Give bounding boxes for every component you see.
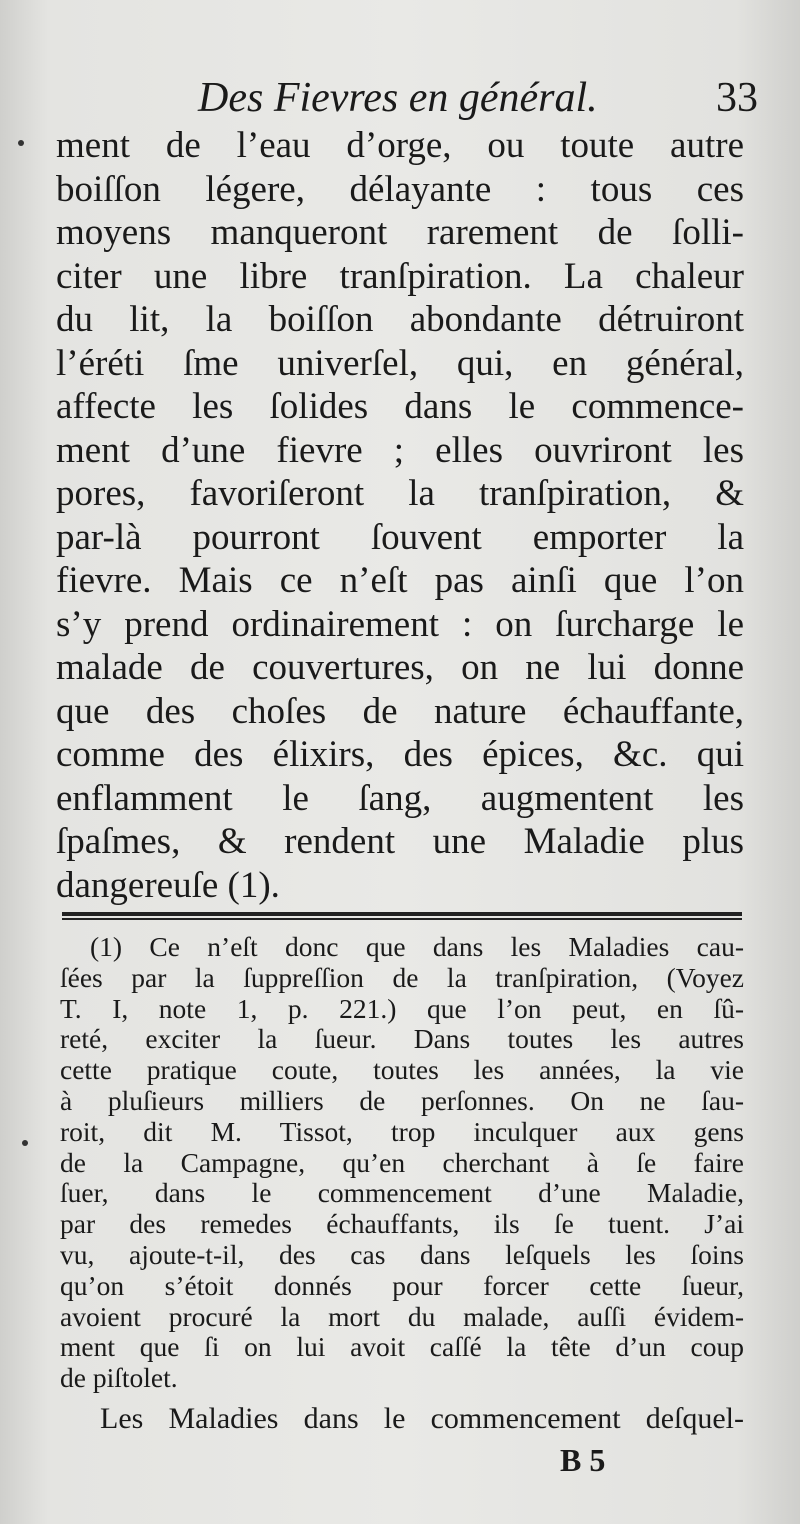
text-line: boiſſon légere, délayante : tous ces xyxy=(56,168,744,210)
footnote xyxy=(60,932,744,1394)
footnote-line: avoient procuré la mort du malade, auſſi évidem- xyxy=(60,1300,744,1332)
text-line: comme des élixirs, des épices, &c. qui xyxy=(56,734,744,775)
text-line: que des choſes de nature échauffante, xyxy=(56,690,744,732)
footnote-line: de la Campagne, qu’en cherchant à ſe faire xyxy=(60,1146,744,1178)
ink-speck xyxy=(18,140,24,146)
footnote-line: qu’on s’étoit donnés pour forcer cette ſueur, xyxy=(60,1269,744,1301)
footnote-line: ſées par la ſuppreſſion de la tranſpiration, (Voyez xyxy=(60,961,744,993)
text-line: ment d’une fievre ; elles ouvriront les xyxy=(56,429,744,471)
text-line: moyens manqueront rarement de ſolli- xyxy=(56,212,744,253)
footnote-line: de piſtolet. xyxy=(60,1362,178,1394)
footnote-line: reté, exciter la ſueur. Dans toutes les autres xyxy=(60,1023,744,1055)
text-line: affecte les ſolides dans le commence- xyxy=(56,386,744,427)
footnote-line: vu, ajoute-t-il, des cas dans leſquels les ſoins xyxy=(60,1238,744,1270)
running-header xyxy=(198,72,758,124)
footnote-line: ment que ſi on lui avoit caſſé la tête d’un coup xyxy=(60,1331,744,1363)
text-line: s’y prend ordinairement : on ſurcharge le xyxy=(56,603,744,645)
text-line: par-là pourront ſouvent emporter la xyxy=(56,516,744,558)
text-line: enflamment le ſang, augmentent les xyxy=(56,777,744,819)
text-line: fievre. Mais ce n’eſt pas ainſi que l’on xyxy=(56,560,744,601)
footnote-line: à pluſieurs milliers de perſonnes. On ne ſau- xyxy=(60,1084,744,1116)
footnote-line: T. I, note 1, p. 221.) que l’on peut, en ſû- xyxy=(60,992,744,1024)
page-number: 33 xyxy=(716,75,758,121)
signature-mark: B 5 xyxy=(560,1442,606,1478)
ink-speck xyxy=(22,1140,28,1146)
running-title: Des Fievres en général. xyxy=(198,75,598,121)
text-line: ſpaſmes, & rendent une Maladie plus xyxy=(56,821,744,862)
footnote-line: cette pratique coute, toutes les années, la vie xyxy=(60,1054,744,1086)
footnote-line: roit, dit M. Tissot, trop inculquer aux gens xyxy=(60,1115,744,1147)
text-line: Les Maladies dans le commencement deſquel- xyxy=(100,1402,744,1435)
text-line: malade de couvertures, on ne lui donne xyxy=(56,647,744,688)
main-text xyxy=(56,124,744,907)
footnote-line: (1) Ce n’eſt donc que dans les Maladies cau- xyxy=(90,931,744,962)
text-line: pores, favoriſeront la tranſpiration, & xyxy=(56,473,744,514)
footnote-line: ſuer, dans le commencement d’une Maladie, xyxy=(60,1177,744,1209)
footnote-rule xyxy=(62,912,742,920)
continuation-text xyxy=(100,1402,744,1436)
text-line: citer une libre tranſpiration. La chaleur xyxy=(56,255,744,297)
text-line: l’éréti ſme univerſel, qui, en général, xyxy=(56,342,744,384)
text-line: du lit, la boiſſon abondante détruiront xyxy=(56,299,744,340)
text-line: ment de l’eau d’orge, ou toute autre xyxy=(56,125,744,166)
text-line: dangereuſe (1). xyxy=(56,864,280,906)
footnote-line: par des remedes échauffants, ils ſe tuent. J’ai xyxy=(60,1208,744,1240)
